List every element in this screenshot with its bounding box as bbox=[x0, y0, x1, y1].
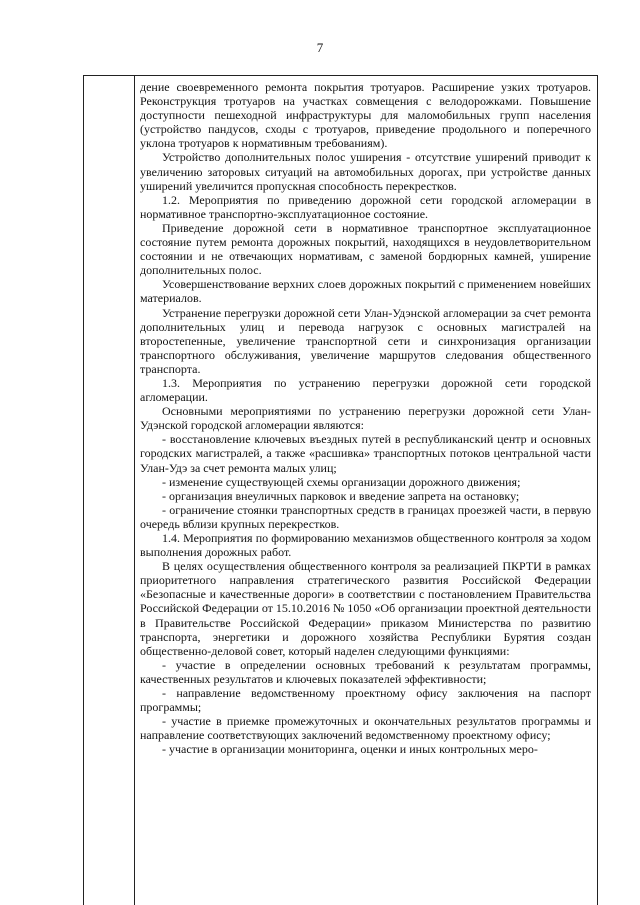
document-body bbox=[140, 80, 591, 757]
paragraph: Устройство дополнительных полос уширения - отсутствие уширений приводит к увеличению заторовых ситуаций на автомобильных дорогах, при устройстве данных уширений увеличится пропускная способность перекрестков. bbox=[140, 150, 591, 193]
paragraph: Основными мероприятиями по устранению перегрузки дорожной сети Улан-Удэнской городской агломерации являются: bbox=[140, 404, 591, 433]
section-heading: 1.4. Мероприятия по формированию механизмов общественного контроля за ходом выполнения дорожных работ. bbox=[140, 531, 591, 560]
list-item: - участие в определении основных требований к результатам программы, качественных результатов и ключевых показателей эффективности; bbox=[140, 657, 591, 686]
list-item: - участие в организации мониторинга, оценки и иных контрольных меро- bbox=[162, 742, 538, 757]
paragraph: дение своевременного ремонта покрытия тротуаров. Расширение узких тротуаров. Реконструкция тротуаров на участках совмещения с велодорожками. Повышение доступности пешеходной инфраструктуры для маломобильных групп населения (устройство пандусов, сходы с тротуаров, приведение продольного и поперечного уклона тротуаров к нормативным требованиям). bbox=[140, 80, 591, 151]
list-item: - ограничение стоянки транспортных средств в границах проезжей части, в первую очередь вблизи крупных перекрестков. bbox=[140, 502, 591, 531]
table-frame bbox=[83, 75, 598, 905]
paragraph: Приведение дорожной сети в нормативное транспортное эксплуатационное состояние путем ремонта дорожных покрытий, находящихся в неудовлетворительном состоянии и не отвечающих нормативам, с заменой бордюрных камней, уширение дополнительных полос. bbox=[140, 220, 591, 278]
list-item: - изменение существующей схемы организации дорожного движения; bbox=[162, 474, 521, 489]
table-left-column bbox=[84, 76, 135, 905]
paragraph: Устранение перегрузки дорожной сети Улан-Удэнской агломерации за счет ремонта дополнительных улиц и перевода нагрузок с основных магистралей на второстепенные, увеличение транспортной сети и синхронизация организации транспортного обслуживания, увеличение маршрутов следования общественного транспорта. bbox=[140, 305, 591, 376]
list-item: - организация внеуличных парковок и введение запрета на остановку; bbox=[162, 488, 520, 503]
section-heading: 1.3. Мероприятия по устранению перегрузки дорожной сети городской агломерации. bbox=[140, 375, 591, 405]
list-item: - восстановление ключевых въездных путей в республиканский центр и основных городских магистралей, а также «расшивка» транспортных потоков центральной части Улан-Удэ за счет ремонта малых улиц; bbox=[140, 432, 591, 475]
list-item: - участие в приемке промежуточных и окончательных результатов программы и направление соответствующих заключений ведомственному проектному офису; bbox=[140, 714, 591, 743]
section-heading: 1.2. Мероприятия по приведению дорожной сети городской агломерации в нормативное транспортно-эксплуатационное состояние. bbox=[140, 192, 591, 221]
list-item: - направление ведомственному проектному офису заключения на паспорт программы; bbox=[140, 686, 591, 715]
paragraph: Усовершенствование верхних слоев дорожных покрытий с применением новейших материалов. bbox=[140, 277, 591, 306]
paragraph: В целях осуществления общественного контроля за реализацией ПКРТИ в рамках приоритетного направления стратегического развития Российской Федерации «Безопасные и качественные дороги» в соответствии с постановлением Правительства Российской Федерации от 15.10.2016 № 1050 «Об организации проектной деятельности в Правительстве Российской Федерации» приказом Министерства по развитию транспорта, энергетики и дорожного хозяйства Республики Бурятия создан общественно-деловой совет, который наделен следующими функциями: bbox=[140, 559, 591, 658]
page-number: 7 bbox=[316, 40, 324, 55]
